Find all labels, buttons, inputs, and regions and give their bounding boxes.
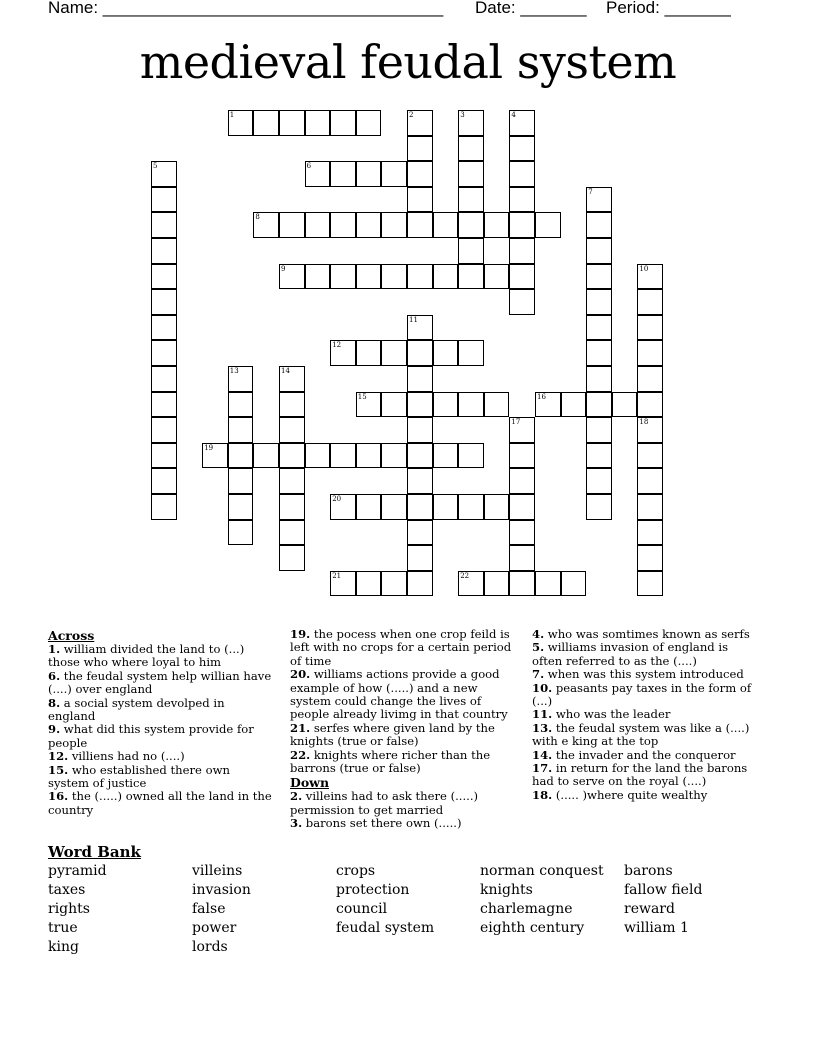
clue-item-text: the (.....) owned all the land in the country	[48, 789, 272, 817]
clue-item-text: who established there own system of justice	[48, 762, 230, 791]
crossword-cell[interactable]	[433, 340, 459, 366]
crossword-cell[interactable]	[279, 520, 305, 546]
crossword-cell[interactable]	[509, 494, 535, 520]
clue-item-number: 2.	[290, 789, 303, 804]
crossword-cell[interactable]	[151, 443, 177, 469]
clue-item	[48, 723, 273, 750]
crossword-cell[interactable]	[151, 187, 177, 213]
crossword-cell[interactable]	[151, 340, 177, 366]
clue-item-number: 5.	[532, 640, 545, 655]
crossword-cell[interactable]	[253, 443, 279, 469]
crossword-cell[interactable]	[586, 366, 612, 392]
word-bank-word: fallow field	[624, 882, 703, 898]
clue-item	[532, 722, 752, 749]
crossword-cell[interactable]	[330, 264, 356, 290]
crossword-cell[interactable]	[356, 443, 382, 469]
clue-item-text: peasants pay taxes in the form of (...)	[532, 680, 752, 709]
crossword-cell[interactable]	[637, 494, 663, 520]
crossword-cell[interactable]	[407, 187, 433, 213]
clue-item-text: in return for the land the barons had to serve on the royal (....)	[532, 761, 748, 789]
clue-number: 18	[639, 418, 649, 427]
crossword-cell[interactable]	[509, 212, 535, 238]
crossword-cell[interactable]	[586, 238, 612, 264]
crossword-cell[interactable]	[407, 340, 433, 366]
crossword-cell[interactable]	[509, 161, 535, 187]
crossword-cell[interactable]	[458, 392, 484, 418]
clue-number: 22	[460, 571, 470, 580]
crossword-cell[interactable]	[279, 443, 305, 469]
date-field[interactable]: Date: _______	[475, 0, 587, 17]
clue-number: 19	[204, 443, 214, 452]
word-bank-word: crops	[336, 863, 376, 879]
clue-number: 6	[306, 162, 312, 171]
clue-item	[532, 762, 752, 789]
crossword-cell[interactable]	[407, 494, 433, 520]
crossword-cell[interactable]	[458, 264, 484, 290]
clue-number: 5	[153, 162, 158, 171]
clue-item-number: 18.	[532, 787, 553, 802]
crossword-cell[interactable]	[535, 571, 561, 597]
clue-item-text: williams actions provide a good example of how (.....) and a new system could change the lives of people already livimg in that country	[290, 667, 508, 722]
crossword-cell[interactable]	[458, 212, 484, 238]
crossword-cell[interactable]	[228, 443, 254, 469]
crossword-cell[interactable]	[279, 494, 305, 520]
clue-number: 8	[255, 213, 260, 222]
crossword-cell[interactable]	[484, 212, 510, 238]
down-heading: Down	[290, 775, 330, 791]
crossword-cell[interactable]	[586, 315, 612, 341]
crossword-cell[interactable]	[637, 392, 663, 418]
crossword-cell[interactable]	[637, 315, 663, 341]
crossword-cell[interactable]	[458, 340, 484, 366]
clue-item	[48, 764, 273, 791]
crossword-cell[interactable]	[381, 212, 407, 238]
crossword-cell[interactable]	[458, 187, 484, 213]
clue-item-text: who was somtimes known as serfs	[544, 627, 750, 641]
clue-item-text: who was the leader	[552, 707, 671, 722]
crossword-cell[interactable]	[509, 520, 535, 546]
clue-item-number: 4.	[532, 627, 545, 641]
crossword-cell[interactable]	[151, 212, 177, 238]
crossword-cell[interactable]	[356, 340, 382, 366]
clue-item-number: 20.	[290, 667, 311, 682]
word-bank-word: protection	[336, 882, 410, 898]
crossword-cell[interactable]	[433, 443, 459, 469]
clue-item-number: 6.	[48, 668, 61, 683]
crossword-cell[interactable]	[279, 212, 305, 238]
crossword-cell[interactable]	[381, 340, 407, 366]
crossword-cell[interactable]	[637, 366, 663, 392]
clue-item	[532, 708, 752, 721]
crossword-cell[interactable]	[433, 264, 459, 290]
crossword-cell[interactable]	[330, 161, 356, 187]
crossword-cell[interactable]	[279, 545, 305, 571]
crossword-cell[interactable]	[253, 110, 279, 136]
clues-column-3	[532, 628, 752, 802]
crossword-cell[interactable]	[407, 212, 433, 238]
crossword-cell[interactable]	[509, 238, 535, 264]
crossword-cell[interactable]	[586, 264, 612, 290]
crossword-cell[interactable]	[637, 545, 663, 571]
clue-item	[290, 790, 522, 817]
crossword-cell[interactable]	[612, 392, 638, 418]
crossword-cell[interactable]	[484, 571, 510, 597]
clue-item-number: 7.	[532, 667, 545, 682]
crossword-cell[interactable]	[561, 392, 587, 418]
crossword-cell[interactable]	[458, 136, 484, 162]
clue-number: 17	[511, 418, 521, 427]
crossword-cell[interactable]	[330, 443, 356, 469]
crossword-cell[interactable]	[407, 392, 433, 418]
crossword-cell[interactable]	[356, 212, 382, 238]
clue-item	[532, 628, 752, 641]
clue-item-text: serfes where given land by the knights (true or false)	[290, 720, 495, 749]
clue-item	[48, 697, 273, 724]
clue-item-text: william divided the land to (...) those who where loyal to him	[48, 642, 245, 670]
crossword-cell[interactable]	[151, 468, 177, 494]
clue-item-text: barons set there own (.....)	[302, 816, 462, 831]
crossword-cell[interactable]	[228, 392, 254, 418]
crossword-cell[interactable]	[586, 289, 612, 315]
crossword-cell[interactable]	[279, 417, 305, 443]
crossword-cell[interactable]	[381, 264, 407, 290]
crossword-cell[interactable]	[228, 417, 254, 443]
crossword-cell[interactable]	[151, 417, 177, 443]
crossword-cell[interactable]	[407, 136, 433, 162]
crossword-cell[interactable]	[586, 494, 612, 520]
crossword-cell[interactable]	[151, 289, 177, 315]
clue-number: 16	[537, 392, 546, 401]
clue-item-number: 19.	[290, 627, 311, 641]
clue-item-text: knights where richer than the barrons (true or false)	[290, 747, 491, 776]
crossword-cell[interactable]	[330, 110, 356, 136]
crossword-cell[interactable]	[484, 264, 510, 290]
word-bank-word: charlemagne	[480, 901, 573, 917]
crossword-cell[interactable]	[509, 136, 535, 162]
word-bank-word: pyramid	[48, 863, 107, 879]
word-bank-word: rights	[48, 901, 90, 917]
crossword-cell[interactable]	[305, 264, 331, 290]
crossword-cell[interactable]	[305, 110, 331, 136]
clue-item	[48, 750, 273, 763]
name-field[interactable]: Name: ____________________________________	[48, 0, 444, 17]
crossword-cell[interactable]	[305, 443, 331, 469]
word-bank-word: reward	[624, 901, 675, 917]
clue-number: 20	[332, 495, 342, 503]
clue-item-number: 11.	[532, 707, 553, 722]
clue-number: 10	[639, 264, 649, 273]
crossword-cell[interactable]	[151, 494, 177, 520]
clue-item	[290, 722, 522, 749]
clue-item	[532, 668, 752, 681]
clue-item-number: 21.	[290, 720, 311, 735]
crossword-cell[interactable]	[586, 417, 612, 443]
clue-item-number: 3.	[290, 816, 303, 831]
clue-item	[290, 749, 522, 776]
clue-item-text: villeins had to ask there (.....) permission to get married	[290, 789, 479, 817]
clue-number: 3	[460, 111, 465, 119]
crossword-cell[interactable]	[407, 264, 433, 290]
crossword-cell[interactable]	[535, 212, 561, 238]
crossword-cell[interactable]	[279, 110, 305, 136]
crossword-cell[interactable]	[151, 315, 177, 341]
crossword-cell[interactable]	[279, 392, 305, 418]
crossword-cell[interactable]	[637, 571, 663, 597]
word-bank-word: villeins	[192, 863, 243, 879]
crossword-cell[interactable]	[433, 392, 459, 418]
clues-column-2	[290, 628, 522, 831]
crossword-cell[interactable]	[509, 545, 535, 571]
word-bank-word: power	[192, 920, 237, 936]
word-bank-word: false	[192, 901, 226, 917]
crossword-cell[interactable]	[637, 443, 663, 469]
word-bank-word: eighth century	[480, 920, 585, 936]
clue-item-number: 10.	[532, 680, 553, 695]
crossword-cell[interactable]	[228, 520, 254, 546]
crossword-cell[interactable]	[586, 212, 612, 238]
crossword-cell[interactable]	[305, 212, 331, 238]
crossword-cell[interactable]	[151, 264, 177, 290]
crossword-cell[interactable]	[151, 238, 177, 264]
word-bank-word: knights	[480, 882, 533, 898]
crossword-cell[interactable]	[509, 264, 535, 290]
crossword-cell[interactable]	[433, 494, 459, 520]
clue-item-number: 14.	[532, 747, 553, 762]
clue-number: 4	[511, 111, 516, 119]
period-field[interactable]: Period: _______	[606, 0, 731, 17]
crossword-cell[interactable]	[407, 443, 433, 469]
crossword-cell[interactable]	[356, 110, 382, 136]
clue-item-number: 9.	[48, 722, 61, 737]
clue-item-text: when was this system introduced	[544, 667, 744, 682]
crossword-cell[interactable]	[381, 161, 407, 187]
crossword-cell[interactable]	[458, 443, 484, 469]
clue-item	[532, 641, 752, 668]
crossword-cell[interactable]	[484, 392, 510, 418]
crossword-cell[interactable]	[407, 366, 433, 392]
clue-item-number: 15.	[48, 762, 69, 777]
clue-number: 15	[357, 392, 367, 401]
word-bank-word: invasion	[192, 882, 251, 898]
crossword-cell[interactable]	[279, 468, 305, 494]
word-bank-word: william 1	[624, 920, 689, 936]
clue-item	[48, 790, 273, 817]
clue-number: 11	[409, 315, 418, 324]
clue-number: 9	[281, 264, 286, 273]
clue-item	[290, 817, 522, 830]
crossword-cell[interactable]	[381, 494, 407, 520]
clue-item-text: williams invasion of england is often referred to as the (....)	[532, 640, 729, 668]
crossword-cell[interactable]	[458, 494, 484, 520]
crossword-cell[interactable]	[458, 238, 484, 264]
crossword-cell[interactable]	[356, 161, 382, 187]
crossword-cell[interactable]	[637, 289, 663, 315]
crossword-cell[interactable]	[381, 571, 407, 597]
clue-item-number: 1.	[48, 642, 61, 656]
clue-item-text: the pocess when one crop feild is left with no crops for a certain period of time	[290, 627, 512, 668]
clue-item-number: 17.	[532, 761, 553, 776]
clue-number: 1	[229, 111, 235, 119]
word-bank-word: lords	[192, 939, 228, 955]
clue-item	[290, 668, 522, 722]
crossword-cell[interactable]	[586, 468, 612, 494]
clue-number: 13	[229, 367, 239, 375]
clue-item-number: 16.	[48, 789, 69, 804]
crossword-cell[interactable]	[561, 571, 587, 597]
clues-column-1	[48, 628, 273, 817]
clue-item-text: the feudal system was like a (....) with e king at the top	[532, 720, 750, 749]
crossword-cell[interactable]	[151, 392, 177, 418]
word-bank-word: feudal system	[336, 920, 435, 936]
crossword-cell[interactable]	[356, 264, 382, 290]
crossword-cell[interactable]	[637, 520, 663, 546]
clue-item-text: (..... )where quite wealthy	[552, 787, 708, 802]
crossword-cell[interactable]	[407, 545, 433, 571]
crossword-cell[interactable]	[356, 494, 382, 520]
crossword-cell[interactable]	[458, 161, 484, 187]
crossword-cell[interactable]	[484, 494, 510, 520]
clue-number: 14	[281, 367, 290, 375]
crossword-cell[interactable]	[228, 494, 254, 520]
clue-item-text: a social system devolped in england	[48, 695, 225, 724]
clue-number: 21	[332, 571, 342, 580]
clue-number: 2	[409, 111, 414, 119]
clue-item-text: what did this system provide for people	[48, 722, 254, 750]
crossword-cell[interactable]	[407, 468, 433, 494]
word-bank-word: norman conquest	[480, 863, 604, 879]
crossword-cell[interactable]	[637, 468, 663, 494]
crossword-cell[interactable]	[356, 571, 382, 597]
clue-item-number: 22.	[290, 747, 311, 762]
crossword-cell[interactable]	[151, 366, 177, 392]
clue-item	[532, 749, 752, 762]
crossword-cell[interactable]	[509, 289, 535, 315]
crossword-cell[interactable]	[509, 571, 535, 597]
word-bank-word: barons	[624, 863, 673, 879]
crossword-cell[interactable]	[509, 187, 535, 213]
clue-number: 12	[332, 341, 342, 350]
clue-item-text: the feudal system help willian have (....) over england	[48, 668, 272, 697]
clue-item	[48, 670, 273, 697]
clue-item	[532, 789, 752, 802]
crossword-cell[interactable]	[637, 340, 663, 366]
crossword-cell[interactable]	[509, 468, 535, 494]
word-bank-word: taxes	[48, 882, 86, 898]
crossword-cell[interactable]	[509, 443, 535, 469]
crossword-cell[interactable]	[586, 443, 612, 469]
clue-item-number: 8.	[48, 695, 61, 710]
clue-item	[48, 643, 273, 670]
word-bank-word: council	[336, 901, 388, 917]
clue-item-text: the invader and the conqueror	[552, 747, 736, 762]
crossword-cell[interactable]	[228, 468, 254, 494]
crossword-cell[interactable]	[381, 392, 407, 418]
crossword-cell[interactable]	[433, 212, 459, 238]
clue-item	[290, 628, 522, 668]
crossword-cell[interactable]	[407, 417, 433, 443]
clue-item-number: 12.	[48, 749, 69, 764]
crossword-cell[interactable]	[407, 520, 433, 546]
clue-item-number: 13.	[532, 720, 553, 735]
crossword-cell[interactable]	[586, 340, 612, 366]
crossword-cell[interactable]	[586, 392, 612, 418]
clue-item-text: villiens had no (....)	[68, 749, 185, 764]
word-bank-title: Word Bank	[48, 843, 141, 861]
across-heading: Across	[48, 628, 95, 643]
word-bank-word: king	[48, 939, 79, 955]
crossword-cell[interactable]	[330, 212, 356, 238]
clue-item	[532, 682, 752, 709]
crossword-cell[interactable]	[407, 571, 433, 597]
crossword-cell[interactable]	[407, 161, 433, 187]
word-bank-word: true	[48, 920, 78, 936]
crossword-cell[interactable]	[381, 443, 407, 469]
clue-number: 7	[588, 187, 593, 196]
page-title: medieval feudal system	[139, 35, 677, 89]
